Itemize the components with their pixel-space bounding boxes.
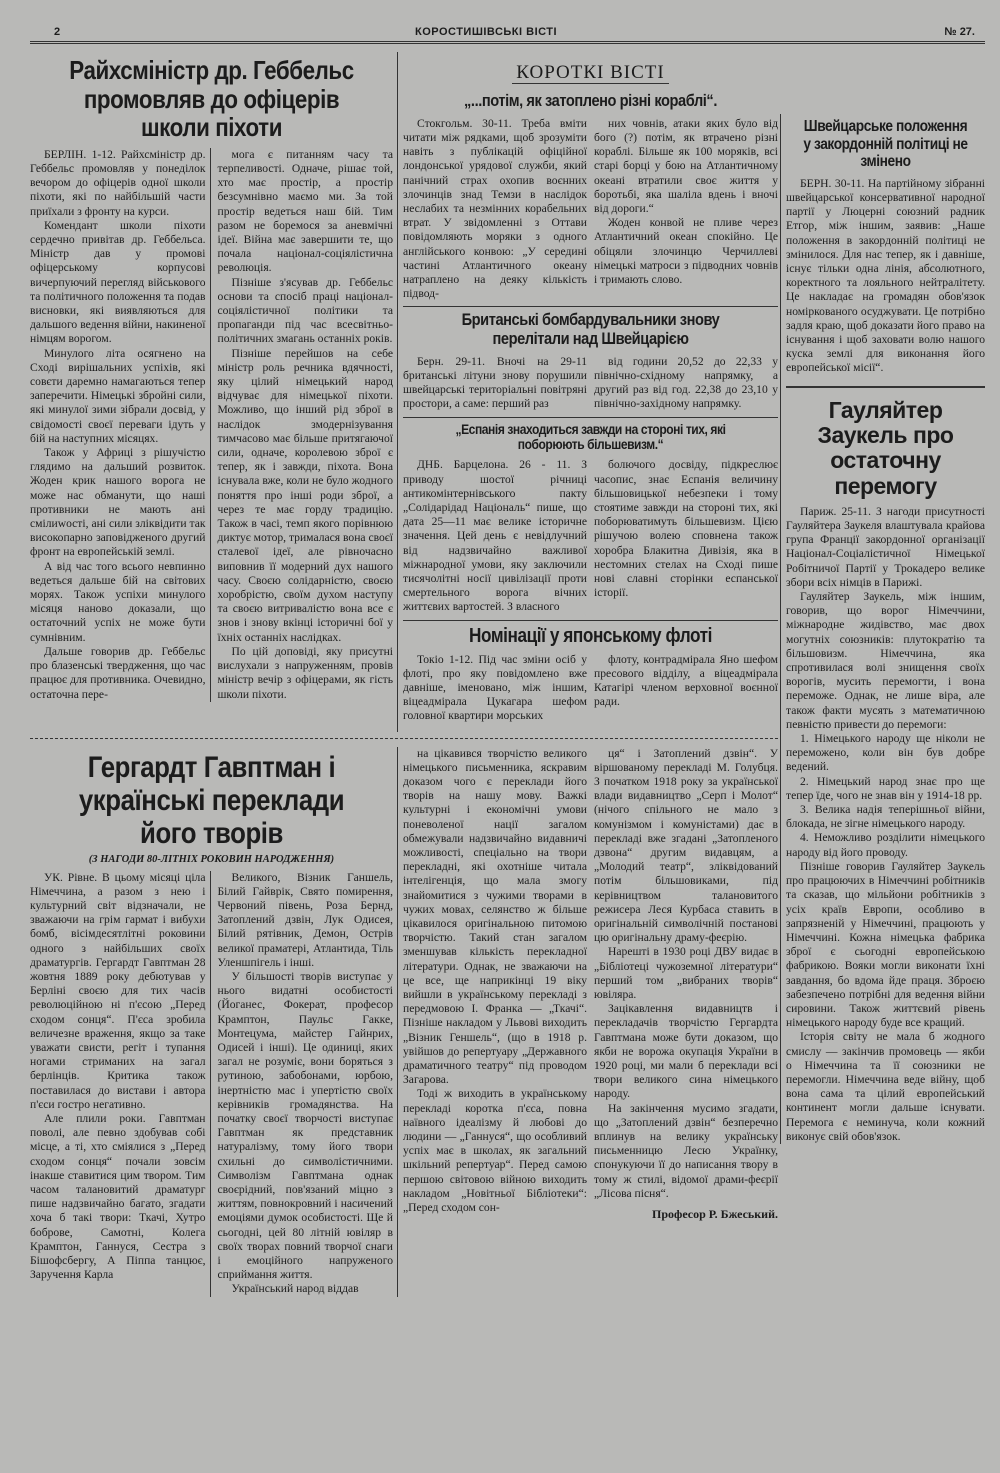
bombers-col-2: [594, 355, 778, 412]
paragraph: Гауляйтер Заукель, між іншим, говорив, що ворог Німеччини, міжнародне жидівство, має двох могутніх союзників: плутократію та більшовизм. Німеччина, яка спротивилася волі знищення своїх ворогів, мусить перемогти, і вона переможе. Однак, не лише віра, але також факти мусять з математичною певністю привести до перемоги:: [786, 590, 985, 731]
japan-headline: Номінації у японському флоті: [468, 624, 713, 647]
paragraph: 1. Німецького народу ще ніколи не переможено, коли він був добре ведений.: [786, 732, 985, 774]
paragraph: А від час того всього невпинно ведеться дальше бій на світових морях. Також успіхи минулого місяця наново доказали, що остаточний успіх не може бути сумнівним.: [30, 559, 206, 644]
paragraph: 2. Німецький народ знає про ще тепер їде, чого не знав він у 1914-18 рр.: [786, 774, 985, 802]
paragraph: БЕРН. 30-11. На партійному зібранні швейцарської консервативної народної партії у Люцерні союзний радник Етгор, між іншим, заявив: „Наше положення в закордонній політиці не змінилося. Для нас тепер, як і давніше, існує тільки одна лінія, абсолютного, коректного та лояльного нейтралітету. Це накладає на громадян обов'язок номіркованого осуджувати. Це потрібно задля краю, щоб доказати його право на існування і щоб заховати волю нашого куска землі для виконання його европейської місії“.: [786, 176, 985, 375]
page-number: 2: [54, 26, 61, 38]
paragraph: них човнів, атаки яких було від бого (?) потім, як втрачено різні кораблі. Більше як 100 моряків, всі старі борці у бою на Атлантичному океані втратили своє життя у боротьбі, яка шаліла вдень і вночі від дороги.“: [594, 116, 778, 215]
hauptmann-article: [30, 738, 778, 1297]
paragraph: ДНБ. Барцелона. 26 - 11. З приводу шостої річниці антикомінтернівського пакту „Солідарідад Національ“ пише, що дата 25—11 має велике історичне значення. Цей день є невідлучний від надзвичайно важливої міжнародної умови, яку заключили тисячолітні носії цивілізації проти смертельного ворога вічних життєвих вартостей. З власного: [403, 458, 587, 614]
paragraph: Нарешті в 1930 році ДВУ видає в „Бібліотеці чужоземної літератури“ перший том „вибраних творів“ ювіляра.: [594, 945, 778, 1001]
paragraph: 3. Велика надія теперішньої війни, блокада, не зігне німецького народу.: [786, 803, 985, 831]
goebbels-col-1: [30, 148, 211, 702]
hauptmann-subtitle: (З НАГОДИ 80-ЛІТНІХ РОКОВИН НАРОДЖЕННЯ): [88, 853, 335, 865]
paragraph: мога є питанням часу та терпеливості. Одначе, рішає той, хто має простір, а простір безсумнівно маємо ми. За той простір ведеться наш бій. Тим разом не боремося за аневмічні ідеї. Війна має завершити те, що почала націонал-соціялістична революція.: [217, 147, 393, 275]
paragraph: Жоден конвой не пливе через Атлантичний океан спокійно. Це обіцяли злочинцю Черчиллеві німецькі матроси з підводних човнів і тримають слово.: [594, 216, 778, 286]
paragraph: Пізніше перейшов на себе міністр роль речника вдячності, яку цілий німецький народ відчуває для німецької піхоти. Можливо, що інший рід зброї в наслідок змодернізування тимчасово має більше притягаючої сили, одначе, королевою зброї є тепер, як і завжди, піхота. Вона існувала вже, коли не було жодного поняття про інші роди зброї, а через те має горду традицію. Також в часі, темп якого порівнюю диктує мотор, трималася вона своєї сталевої ідеї, але рівночасно виповнив її модерний дух нашого часу. Своєю солідарністю, своєю хоробрістю, своїм духом наступу та своєю витривалістю вона все є знов і знову вкінці історичні бої у їхніх останніх наслідках.: [217, 346, 393, 644]
paragraph: На закінчення мусимо згадати, що „Затоплений дзвін“ безперечно вплинув на велику українську письменницю Лесю Українку, спонукуючи її до написання твору в тому ж стилі, відомої драми-феєрії „Лісова пісня“.: [594, 1101, 778, 1200]
spain-col-2: [594, 458, 778, 614]
paragraph: Великого, Візник Ганшель, Білий Гайврік, Свято помирення, Червоний півень, Роза Бернд, Затоплений дзвін, Лук Одисея, Білий рятівник, Демон, Острів великої праматері, Атлантида, Тіль Уленшпігель і інші.: [217, 870, 393, 969]
ships-article: [403, 92, 778, 307]
paragraph: на цікавився творчістю великого німецького письменника, яскравим доказом чого є переклади його творів на нашу мову. Важкі культурні і економічні умови поневоленої нації загалом обмежували надзвичайно видавничі можливості, спеціально на твори перекладні, які охотніше читала інтелігенція, що мала змогу знайомитися з чужими творами в чужих мовах, селянство ж більше цікавилося оригінальною питомою творчістю. Такий стан загалом зменшував кількість перекладної літератури. Однак, не зважаючи на це все, ще наприкінці 19 віку вийшли в українському перекладі з передмовою І. Франка — „Ткачі“. Пізніше накладом у Львові виходить „Візник Геншель“, (що в 1918 р. увійшов до репертуару „Державного драматичного театру“ під проводом Загарова.: [403, 746, 587, 1087]
newspaper-title: КОРОСТИШІВСЬКІ ВІСТІ: [415, 26, 558, 38]
paragraph: У більшості творів виступає у нього видатні особистості (Йоганес, Фокерат, професор Крамптон, Паульс Гакке, Монтецума, майстер Гайнрих, Одисей і інші). Це одиниці, яких загал не розуміє, вони боряться з рутиною, забобонами, юрбою, інертністю мас і упертістю своїх керівників громадянства. На початку своєї творчості виступає Гавптман як представник натуралізму, тому його твори схильні до символістичними. Символізм Гавптмана однак своєрідний, пов'язаний міцно з життям, повнокровний і насичений емоціями думок особистості. Ще й сьогодні, цей 80 літній ювіляр в своїх творах повний творчої снаги і емоційного напруженого сприймання життя.: [217, 969, 393, 1282]
bombers-article: [403, 311, 778, 417]
paragraph: ця“ і Затоплений дзвін“. У віршованому перекладі М. Голубця. З початком 1918 року за української влади видавництво „Серп і Молот“ (нічого спільного не мало з комунізмом і комуністами) дає в перекладі вже згадані „Затопленого дзвона“ другим видавцям, а „Молодий театр“, зліквідований потім більшовиками, під керівництвом талановитого режисера Леся Курбаса ставить в оригінальній символічній постанові цю оригінальну драму-феєрію.: [594, 746, 778, 945]
short-news-header: КОРОТКІ ВІСТІ: [512, 62, 668, 84]
paragraph: Український народ віддав: [231, 1282, 359, 1296]
paragraph: Париж. 25-11. З нагоди присутності Гауляйтера Заукеля влаштувала крайова група Франції закордонної організації Націонал-Соціалістичної Німецької Робітничої Партії у Трокадеро велике збори всіх німців в Парижі.: [786, 504, 985, 589]
paragraph: Дальше говорив др. Геббельс про блазенські твердження, що час працює для противника. Очевидно, остаточна пере-: [30, 644, 206, 701]
paragraph: БЕРЛІН. 1-12. Райхсміністр др. Геббельс промовляв у понеділок вечором до офіцерів одної школи піхоти, які по найбільшій части приїхали з фронту на курси.: [30, 147, 206, 218]
paragraph: Історія світу не мала б жодного смислу — закінчив промовець — якби о Німеччина та її союзники не перемогли. Німеччина веде війну, щоб вона сама та цілий европейський континент могли дальше існувати. Перемога є неминуча, коли кожний виконує свій обов'язок.: [786, 1030, 985, 1143]
goebbels-headline: Райхсміністр др. Геббельс промовляв до офіцерів школи піхоти: [69, 55, 354, 143]
paragraph: Зацікавлення видавництв і перекладачів творчістю Гергардта Гавптмана може бути доказом, що якби не ворожа окупація України в 1920 році, ми мали б переклади всі твори великого сина німецького народу.: [594, 1002, 778, 1101]
japan-article: [403, 625, 778, 729]
ships-headline: „...потім, як затоплено різні кораблі“.: [464, 91, 717, 110]
author-signature: Професор Р. Бжеський.: [652, 1207, 778, 1222]
paragraph: болючого досвіду, підкреслює часопис, знає Еспанія величину більшовицької небезпеки і тому стоятиме завжди на стороні тих, які поборюватимуть більшевизм. Цією рішучою волею сповнена також хоробра Блакитна Дивізія, яка в нестомних стелах на Сході пише нові славні сторінки еспанської історії.: [594, 458, 778, 600]
paragraph: 4. Неможливо розділити німецького народу від його проводу.: [786, 831, 985, 859]
paragraph: По цій доповіді, яку присутні вислухали з напруженням, провів міністр вечір з офіцерами, як гість школи піхоти.: [217, 644, 393, 701]
japan-col-2: [594, 653, 778, 724]
paragraph: від години 20,52 до 22,33 у північно-східному напрямку, а другий раз від год. 22,38 до 23,10 у північно-західному напрямку.: [594, 354, 778, 411]
spain-article: [403, 422, 778, 621]
paragraph: флоту, контрадмірала Яно шефом пресового відділу, а віцеадмірала Катагірі членом верховної воєнної ради.: [594, 652, 778, 709]
hauptmann-col-1: [30, 871, 211, 1297]
ships-col-2: [594, 117, 778, 302]
bombers-headline: Британські бомбардувальники знову перелітали над Швейцарією: [461, 310, 720, 349]
sauckel-body: [786, 505, 985, 1144]
paragraph: Також у Африці з рішучістю глядимо на дальший розвиток. Жоден крик нашого ворога не може нас обманути, що наші противники не мають ані смілиwості, ані сили зліквідити так високопарно заповідженого другий фронт на европейській землі.: [30, 446, 206, 559]
goebbels-article: [30, 52, 398, 732]
paragraph: Пізніше з'ясував др. Геббельс основи та спосіб праці націонал-соціялістичної політики та пропаганди під час всесвітньо-політичних змагань останніх років.: [217, 275, 393, 346]
sauckel-article: [786, 398, 985, 1144]
swiss-body: [786, 177, 985, 376]
swiss-headline: Швейцарське положення у закордонній політиці не змінено: [803, 118, 968, 171]
bombers-col-1: [403, 355, 587, 412]
spain-headline: „Еспанія знаходиться завжди на стороні тих, які поборюють більшевизм.“: [455, 420, 726, 452]
spain-col-1: [403, 458, 587, 614]
paragraph: Але плили роки. Гавптман поволі, але певно здобував собі місце, а ті, хто сміялися з „Перед сходом сонця“ почали зовсім інакше ставитися цим твором. Тим часом талановитий драматург пише надзвичайно багато, згадати хоча б такі твори: Ткачі, Хутро боброве, Самотні, Колега Крамптон, Ганнуся, Сестра з Бішофсбергу, А Піппа танцює, Заручення Карла: [30, 1112, 206, 1282]
hauptmann-col-3: [403, 747, 587, 1222]
paragraph: УК. Рівне. В цьому місяці ціла Німеччина, а разом з нею і культурний світ відзначали, не зважаючи на грім гармат і вибухи бомб, вісімдесятлітні роковини одного з найбільших своїх драматургів. Гергардт Гавптман 28 жовтня 1889 року дебютував у Берліні своєю для тих часів революційною ні п'єсою „Перед сходом сонця“. П'єса зробила величезне враження, якщо за таке уважати свисти, регіт і тупання ногами стриманих на загал берлінців. Критика також поставилася до вистави і автора п'єси гостро негативно.: [30, 870, 206, 1111]
hauptmann-col-4: [594, 747, 778, 1202]
paragraph: Токіо 1-12. Під час зміни осіб у флоті, про яку повідомлено вже давніше, іменовано, між іншим, віцеадмірала Цукагара шефом головної квартири морських: [403, 652, 587, 723]
hauptmann-col-2: [218, 871, 394, 1297]
japan-col-1: [403, 653, 587, 724]
paragraph: Стокгольм. 30-11. Треба вміти читати між рядками, щоб зрозуміти навіть з публікацій офіційної лондонської урядової служби, який панічний страх охопив воєнних злочинців знад Темзи в наслідок неслабих та незмінних корабельних втрат. У звідомленні з Оттави повідомляють моряки з одного англійського конвою: „У середині частині Атлантичного океану натраплено на деяку кількість підвод-: [403, 116, 587, 301]
paragraph: Комендант школи піхоти сердечно привітав др. Геббельса. Міністр дав у промові офіцерському корпусові вичерпуючий перегляд військового та політичного положення та подав висновки, які виявляються для дальшого ведення війни, накиненої німцям ворогом.: [30, 218, 206, 346]
hauptmann-headline: Гергардт Гавптман і українські переклади його творів: [78, 750, 345, 850]
paragraph: Минулого літа осягнено на Сході вирішальних успіхів, які совєти даремно намагаються тепер заперечити. Німецькі збройні сили, які минулої зими зібрали досвід, у свідомості своєї переваги ідуть у бій на наступних місяцях.: [30, 346, 206, 445]
issue-number: № 27.: [944, 26, 975, 38]
paragraph: Берн. 29-11. Вночі на 29-11 британські літуни знову порушили швейцарські територіальні повітряні простори, а саме: перший раз: [403, 354, 587, 411]
swiss-article: [786, 118, 985, 388]
sauckel-headline: Гауляйтер Заукель про остаточну перемогу: [817, 396, 954, 499]
page-header: [30, 26, 985, 44]
paragraph: Тоді ж виходить в українському перекладі коротка п'єса, повна наївного ідеалізму й любові до людини — „Ганнуся“, що особливий успіх має в школах, як загальний шкільний репертуар“. Перед самою першою світовою війною виходить накладом „Новітньої Бібліотеки“: „Перед сходом сон-: [403, 1087, 587, 1215]
paragraph: Пізніше говорив Гауляйтер Заукель про працюючих в Німеччині робітників та сказав, що мільйони робітників з усіх країв Европи, особливо в запрязненій у Німеччині, працюють у Німеччині. Кожна німецька фабрика зброї є сьогодні европейською фабрикою. Вояки могли виконати їхні завдання, бо вдома йде праця. Зброєю забезпечено потрібні для ведення війни сировини. Також життєвий рівень німецького народу буде все кращий.: [786, 859, 985, 1030]
goebbels-col-2: [218, 148, 394, 702]
ships-col-1: [403, 117, 587, 302]
